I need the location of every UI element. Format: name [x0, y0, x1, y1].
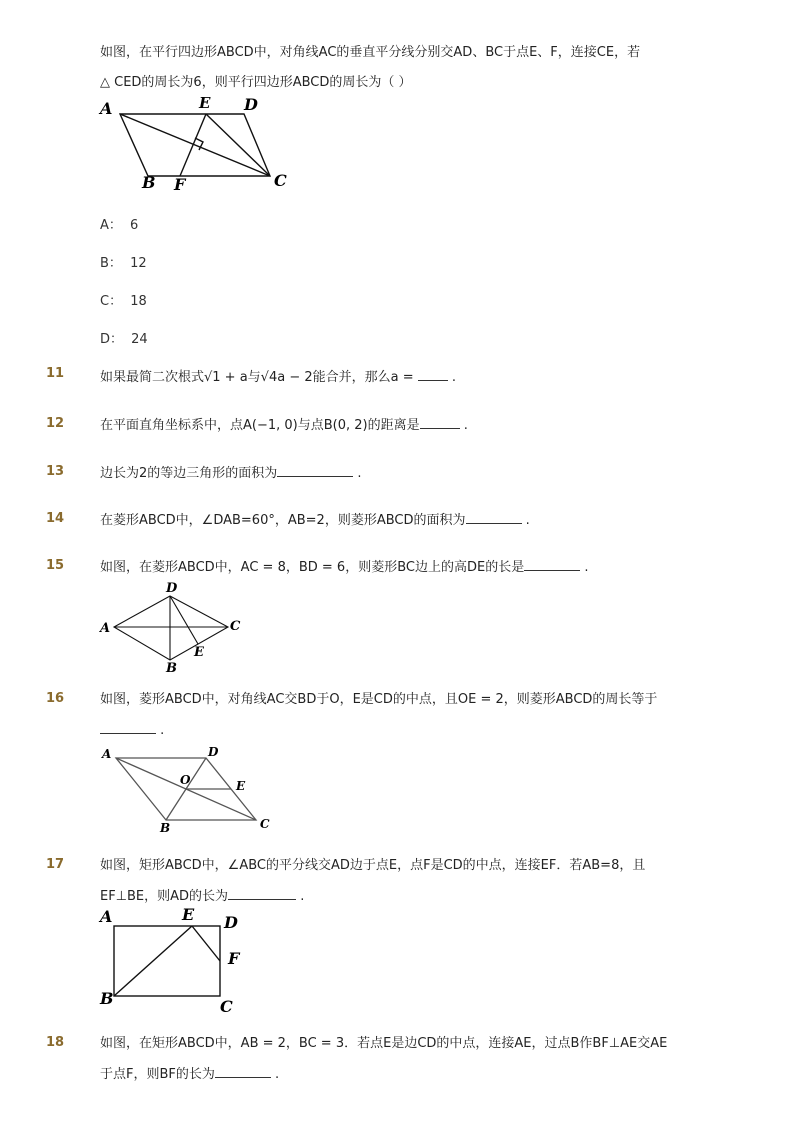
- segment-ce: [206, 114, 270, 176]
- label-d: D: [208, 745, 219, 759]
- q17-rectangle-figure: [96, 904, 256, 1018]
- question-number-12: 12: [46, 416, 65, 431]
- option-key: A：: [100, 218, 122, 233]
- label-e: E: [236, 779, 246, 793]
- label-d: D: [224, 913, 238, 932]
- label-b: B: [166, 661, 177, 674]
- bisector-be: [114, 926, 192, 996]
- label-d: D: [244, 95, 258, 114]
- answer-blank[interactable]: [418, 368, 448, 381]
- q10-option-b[interactable]: [100, 252, 147, 271]
- label-b: B: [142, 173, 156, 192]
- q10-option-a[interactable]: [100, 214, 138, 233]
- option-value: 6: [130, 218, 139, 233]
- label-c: C: [260, 817, 270, 831]
- answer-blank[interactable]: [466, 511, 522, 524]
- q10-parallelogram-figure: [96, 94, 296, 194]
- question-16-text: 如图，菱形ABCD中，对角线AC交BD于O，E是CD的中点，且OE = 2，则菱形ABCD的周长等于: [100, 692, 658, 707]
- q15-rhombus-figure: [96, 578, 256, 674]
- question-number-16: 16: [46, 691, 65, 706]
- question-number-15: 15: [46, 558, 65, 573]
- label-o: O: [180, 773, 191, 787]
- option-key: B：: [100, 256, 122, 271]
- answer-blank[interactable]: [524, 558, 580, 571]
- q10-stem-line2: △ CED的周长为6，则平行四边形ABCD的周长为（ ）: [100, 75, 412, 90]
- question-11-text: 如果最简二次根式√1 + a与√4a − 2能合并，那么a = .: [100, 370, 457, 385]
- question-14-text: 在菱形ABCD中，∠DAB=60°，AB=2，则菱形ABCD的面积为 .: [100, 513, 530, 528]
- label-e: E: [199, 94, 211, 112]
- label-b: B: [160, 821, 171, 835]
- label-a: A: [102, 747, 112, 761]
- q10-option-c[interactable]: [100, 290, 147, 309]
- label-f: F: [228, 949, 240, 968]
- label-e: E: [182, 905, 195, 924]
- question-number-13: 13: [46, 464, 65, 479]
- question-13-text: 边长为2的等边三角形的面积为 .: [100, 466, 362, 481]
- label-d: D: [166, 581, 178, 596]
- question-15-text: 如图，在菱形ABCD中，AC = 8，BD = 6，则菱形BC边上的高DE的长是 .: [100, 560, 589, 575]
- question-16-blank-line: .: [100, 721, 164, 740]
- rectangle-abcd: [114, 926, 220, 996]
- option-value: 18: [130, 294, 147, 309]
- label-e: E: [194, 645, 204, 660]
- answer-blank[interactable]: [100, 721, 156, 734]
- question-number-11: 11: [46, 366, 65, 381]
- answer-blank[interactable]: [228, 887, 296, 900]
- label-c: C: [274, 171, 287, 190]
- label-a: A: [100, 99, 113, 118]
- option-key: C：: [100, 294, 123, 309]
- question-17-text-line2: EF⊥BE，则AD的长为 .: [100, 889, 305, 904]
- answer-blank[interactable]: [420, 416, 460, 429]
- question-18-text: 如图，在矩形ABCD中，AB = 2，BC = 3．若点E是边CD的中点，连接AE，过点B作BF⊥AE交AE: [100, 1036, 668, 1051]
- label-a: A: [100, 621, 111, 636]
- option-value: 24: [131, 332, 148, 347]
- question-number-17: 17: [46, 857, 65, 872]
- q16-rhombus-figure: [96, 744, 286, 836]
- question-number-14: 14: [46, 511, 65, 526]
- label-a: A: [100, 907, 113, 926]
- label-f: F: [174, 175, 186, 194]
- option-key: D：: [100, 332, 124, 347]
- question-18-text-line2: 于点F，则BF的长为 .: [100, 1067, 280, 1082]
- question-number-18: 18: [46, 1035, 65, 1050]
- answer-blank[interactable]: [277, 464, 353, 477]
- question-17-text: 如图，矩形ABCD中，∠ABC的平分线交AD边于点E，点F是CD的中点，连接EF．若AB=8，且: [100, 858, 646, 873]
- q10-stem-line1: 如图，在平行四边形ABCD中，对角线AC的垂直平分线分别交AD、BC于点E、F，连接CE，若: [100, 45, 641, 60]
- label-c: C: [220, 997, 233, 1016]
- label-c: C: [230, 619, 241, 634]
- question-12-text: 在平面直角坐标系中，点A(−1, 0)与点B(0, 2)的距离是 .: [100, 418, 468, 433]
- answer-blank[interactable]: [215, 1065, 271, 1078]
- q10-option-d[interactable]: [100, 328, 148, 347]
- segment-ef: [192, 926, 220, 961]
- rhombus-abcd: [114, 596, 228, 660]
- label-b: B: [100, 989, 114, 1008]
- option-value: 12: [130, 256, 147, 271]
